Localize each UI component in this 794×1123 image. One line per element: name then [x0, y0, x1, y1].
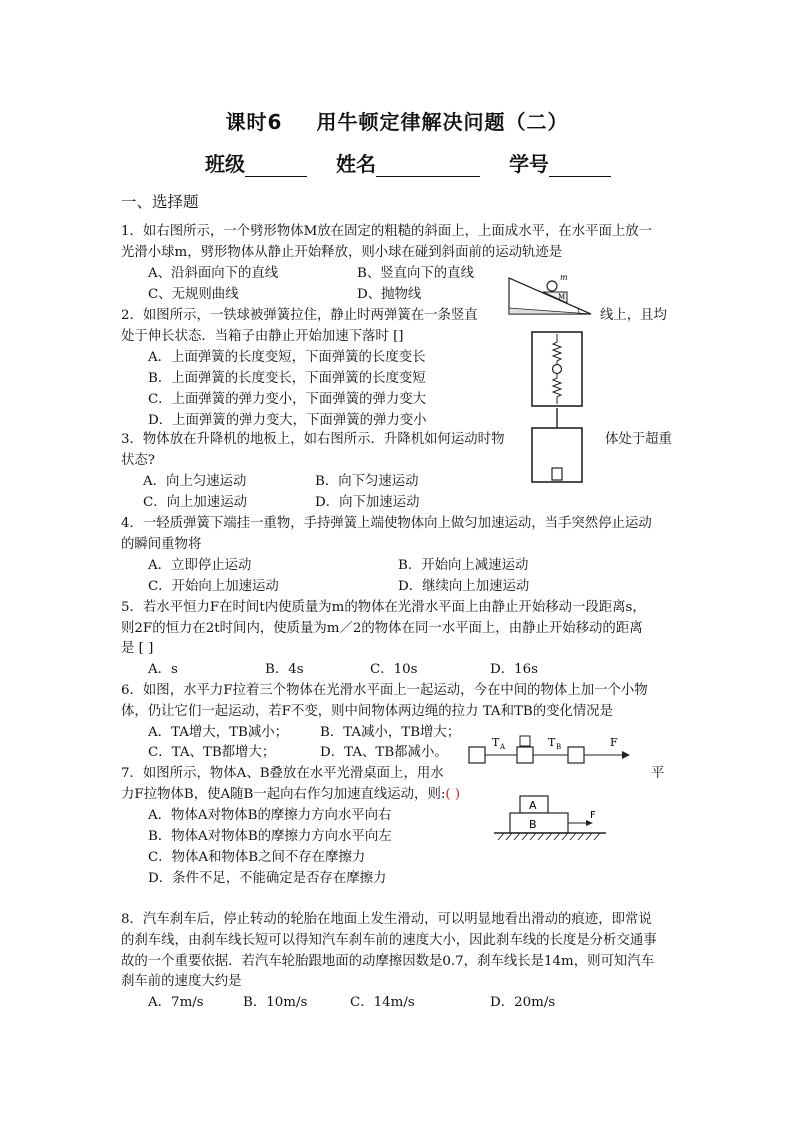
q8-option-b: B．10m/s — [243, 995, 308, 1010]
q7-stem-line2: 力F拉物体B，使A随B一起向右作匀加速直线运动，则: — [121, 787, 446, 802]
q6-pulley-blocks-figure — [464, 728, 634, 768]
id-blank[interactable] — [549, 156, 611, 177]
q6-option-c: C．TA、TB都增大； — [148, 745, 276, 760]
q6-stem-line2: 体，仍让它们一起运动，若F不变，则中间物体两边绳的拉力 TA和TB的变化情况是 — [121, 704, 614, 719]
q7-fig-a-label: A — [529, 799, 537, 812]
q4-option-b: B．开始向上减速运动 — [398, 558, 529, 573]
q6-option-d: D．TA、TB都减小。 — [320, 745, 448, 760]
q8-stem-line1: 8．汽车刹车后，停止转动的轮胎在地面上发生滑动，可以明显地看出滑动的痕迹，即常说 — [121, 912, 652, 927]
q8-stem-line4: 刹车前的速度大约是 — [121, 974, 242, 989]
name-label: 姓名 — [335, 152, 376, 176]
q8-stem-line3: 故的一个重要依据．若汽车轮胎跟地面的动摩擦因数是0.7，刹车线长是14m，则可知汽车 — [121, 954, 655, 969]
q7-stacked-blocks-figure — [490, 794, 610, 844]
q3-stem-line2: 状态? — [121, 453, 155, 468]
class-blank[interactable] — [245, 156, 307, 177]
q5-stem-line3: 是 [ ] — [121, 641, 154, 656]
q3-option-b: B．向下匀速运动 — [315, 474, 419, 489]
q8-option-c: C．14m/s — [350, 995, 415, 1010]
q1-stem-line2: 光滑小球m，劈形物体从静止开始释放，则小球在碰到斜面前的运动轨迹是 — [121, 245, 563, 260]
q2-stem-line1: 2．如图所示，一铁球被弹簧拉住，静止时两弹簧在一条竖直 — [121, 308, 478, 323]
q5-stem-line1: 5．若水平恒力F在时间t内使质量为m的物体在光滑水平面上由静止开始移动一段距离s， — [121, 600, 646, 615]
q7-fig-f-label: F — [590, 810, 596, 821]
q7-option-d: D．条件不足，不能确定是否存在摩擦力 — [148, 871, 387, 886]
q3-option-d: D．向下加速运动 — [315, 495, 420, 510]
q3-option-a: A．向上匀速运动 — [143, 474, 247, 489]
name-blank[interactable] — [376, 156, 480, 177]
q1-fig-m-label: m — [560, 273, 568, 282]
q5-option-d: D．16s — [490, 662, 539, 677]
q1-incline-figure — [505, 268, 597, 320]
q1-stem-line1: 1．如右图所示，一个劈形物体M放在固定的粗糙的斜面上，上面成水平，在水平面上放一 — [121, 224, 653, 239]
q5-option-a: A．s — [148, 662, 178, 677]
q7-option-b: B．物体A对物体B的摩擦力方向水平向左 — [148, 829, 392, 844]
q6-fig-tb-label: T — [548, 736, 556, 749]
q6-fig-ta-label: T — [492, 736, 500, 749]
q4-option-a: A．立即停止运动 — [148, 558, 252, 573]
q1-option-a: A、沿斜面向下的直线 — [148, 266, 279, 281]
q1-fig-M-label: M — [558, 293, 566, 301]
class-label: 班级 — [205, 152, 245, 176]
q6-fig-ta-sub: A — [500, 743, 506, 751]
q7-stem-line2-wrap — [121, 785, 460, 805]
q2-stem-line2: 处于伸长状态．当箱子由静止开始加速下落时 [] — [121, 329, 404, 344]
q3-stem-line1-end: 体处于超重 — [605, 432, 672, 447]
q2-option-b: B．上面弹簧的长度变长，下面弹簧的长度变短 — [148, 371, 426, 386]
q7-stem-line1-end: 平 — [651, 766, 665, 781]
q2-spring-box-figure — [530, 330, 586, 410]
q7-option-c: C．物体A和物体B之间不存在摩擦力 — [148, 850, 366, 865]
id-label: 学号 — [508, 152, 549, 176]
q3-stem-line1: 3．物体放在升降机的地板上，如右图所示．升降机如何运动时物 — [121, 432, 505, 447]
q2-option-a: A．上面弹簧的长度变短，下面弹簧的长度变长 — [148, 350, 426, 365]
q7-option-a: A．物体A对物体B的摩擦力方向水平向右 — [148, 808, 392, 823]
q7-stem-line1: 7．如图所示，物体A、B叠放在水平光滑桌面上，用水 — [121, 766, 444, 781]
student-info-line — [205, 148, 611, 177]
q4-stem-line2: 的瞬间重物将 — [121, 537, 202, 552]
q4-option-c: C．开始向上加速运动 — [148, 579, 279, 594]
q6-option-b: B．TA减小，TB增大； — [320, 725, 461, 740]
q6-fig-tb-sub: B — [556, 743, 562, 751]
lesson-title: 用牛顿定律解决问题（二） — [316, 110, 569, 134]
q2-stem-line1-end: 线上，且均 — [600, 308, 667, 323]
q1-option-c: C、无规则曲线 — [148, 287, 239, 302]
q7-answer-paren: ( ) — [445, 787, 461, 802]
q5-stem-line2: 则2F的恒力在2t时间内，使质量为m／2的物体在同一水平面上，由静止开始移动的距离 — [121, 621, 643, 636]
lesson-number: 课时6 — [225, 110, 283, 134]
section-heading: 一、选择题 — [121, 193, 199, 211]
q6-stem-line1: 6．如图，水平力F拉着三个物体在光滑水平面上一起运动，今在中间的物体上加一个小物 — [121, 683, 648, 698]
page-title — [0, 106, 794, 135]
q4-option-d: D．继续向上加速运动 — [398, 579, 530, 594]
q3-option-c: C．向上加速运动 — [143, 495, 247, 510]
q2-option-d: D．上面弹簧的弹力变大，下面弹簧的弹力变小 — [148, 413, 427, 428]
q4-stem-line1: 4．一轻质弹簧下端挂一重物，手持弹簧上端使物体向上做匀加速运动，当手突然停止运动 — [121, 516, 652, 531]
q6-option-a: A．TA增大，TB减小； — [148, 725, 289, 740]
q5-option-b: B．4s — [265, 662, 304, 677]
q7-fig-b-label: B — [529, 818, 537, 831]
q3-elevator-figure — [530, 408, 586, 484]
q5-option-c: C．10s — [370, 662, 418, 677]
q8-option-d: D．20m/s — [490, 995, 556, 1010]
q1-option-b: B、竖直向下的直线 — [357, 266, 474, 281]
q2-option-c: C．上面弹簧的弹力变小，下面弹簧的弹力变大 — [148, 392, 427, 407]
q6-fig-f-label: F — [610, 736, 618, 749]
q8-stem-line2: 的刹车线，由刹车线长短可以得知汽车刹车前的速度大小，因此刹车线的长度是分析交通事 — [121, 933, 657, 948]
q1-option-d: D、抛物线 — [357, 287, 422, 302]
q8-option-a: A．7m/s — [148, 995, 204, 1010]
